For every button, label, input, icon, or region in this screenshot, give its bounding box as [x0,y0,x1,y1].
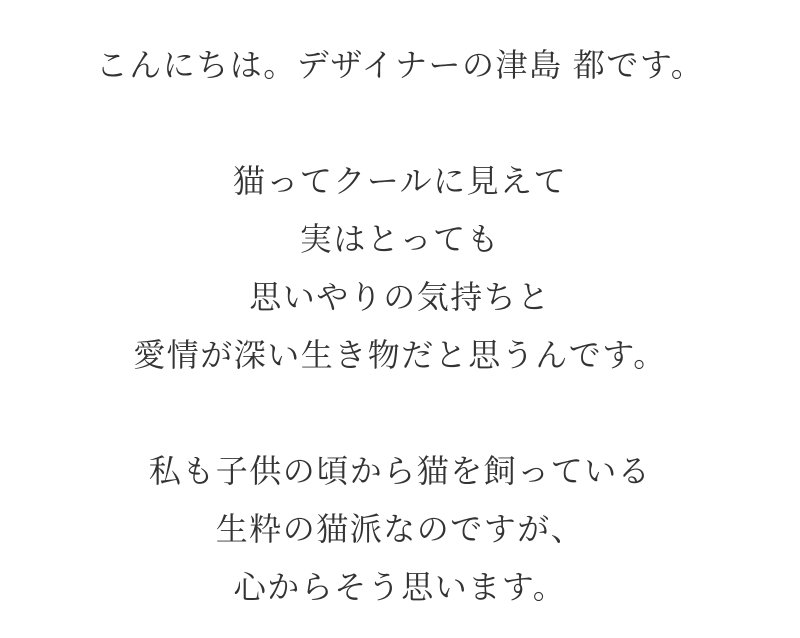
text-line: 猫ってクールに見えて [232,163,568,199]
personal-note-paragraph [0,442,800,616]
text-line: 実はとっても [299,221,501,257]
cat-thoughts-paragraph [0,152,800,384]
text-line: 愛情が深い生き物だと思うんです。 [133,337,667,373]
text-line: 心からそう思います。 [233,569,567,605]
text-line: 思いやりの気持ちと [249,279,551,315]
text-line: 生粋の猫派なのですが、 [215,511,585,547]
intro-paragraph [0,36,800,94]
text-line: 私も子供の頃から猫を飼っている [148,453,652,489]
text-line: こんにちは。デザイナーの津島 都です。 [95,47,705,83]
